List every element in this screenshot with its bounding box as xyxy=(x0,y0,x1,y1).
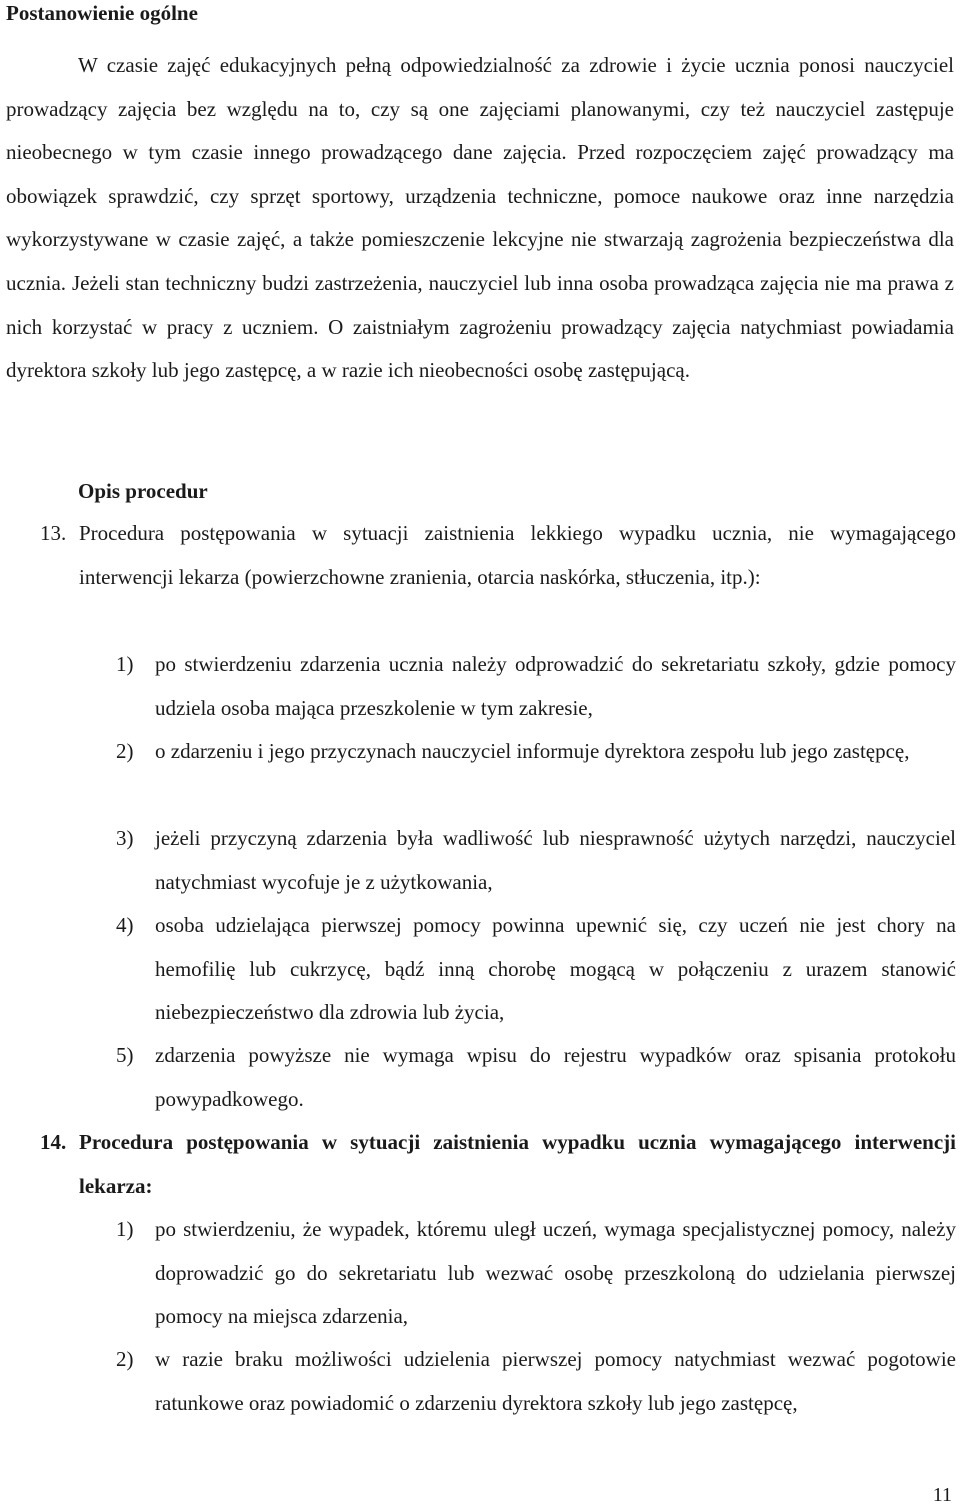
step-text: osoba udzielająca pierwszej pomocy powinna upewnić się, czy uczeń nie jest chory na hemofilię lub cukrzycę, bądź inną chorobę mogącą w połączeniu z urazem stanowić niebezpieczeństwo dla zdrowia lub życia, xyxy=(155,913,956,1025)
step-number: 2) xyxy=(116,739,134,763)
step-number: 2) xyxy=(116,1347,134,1371)
step-text: o zdarzeniu i jego przyczynach nauczyciel informuje dyrektora zespołu lub jego zastępcę, xyxy=(155,739,910,763)
general-provision-paragraph: W czasie zajęć edukacyjnych pełną odpowiedzialność za zdrowie i życie ucznia ponosi nauczyciel prowadzący zajęcia bez względu na to, czy są one zajęciami planowanymi, czy też nauczyciel zastępuje nieobecnego w tym czasie innego prowadzącego dane zajęcia. Przed rozpoczęciem zajęć prowadzący ma obowiązek sprawdzić, czy sprzęt sportowy, urządzenia techniczne, pomoce naukowe oraz inne narzędzia wykorzystywane w czasie zajęć, a także pomieszczenie lekcyjne nie stwarzają zagrożenia bezpieczeństwa dla ucznia. Jeżeli stan techniczny budzi zastrzeżenia, nauczyciel lub inna osoba prowadząca zajęcia nie ma prawa z nich korzystać w pracy z uczniem. O zaistniałym zagrożeniu prowadzący zajęcia natychmiast powiadamia dyrektora szkoły lub jego zastępcę, a w razie ich nieobecności osobę zastępującą. xyxy=(6,53,954,383)
procedure-title: Procedura postępowania w sytuacji zaistnienia lekkiego wypadku ucznia, nie wymagającego interwencji lekarza (powierzchowne zranienia, otarcia naskórka, stłuczenia, itp.): xyxy=(79,521,956,589)
step-number: 1) xyxy=(116,1217,134,1241)
step-text: po stwierdzeniu, że wypadek, któremu uległ uczeń, wymaga specjalistycznej pomocy, należy doprowadzić go do sekretariatu lub wezwać osobę przeszkoloną do udzielania pierwszej pomocy na miejsca zdarzenia, xyxy=(155,1217,956,1329)
step-text: jeżeli przyczyną zdarzenia była wadliwość lub niesprawność użytych narzędzi, nauczyciel natychmiast wycofuje je z użytkowania, xyxy=(155,826,956,894)
procedure-title: Procedura postępowania w sytuacji zaistnienia wypadku ucznia wymagającego interwencji lekarza: xyxy=(79,1130,956,1198)
procedure-number: 13. xyxy=(40,521,67,545)
step-text: po stwierdzeniu zdarzenia ucznia należy odprowadzić do sekretariatu szkoły, gdzie pomocy udziela osoba mająca przeszkolenie w tym zakresie, xyxy=(155,652,956,720)
procedures-subheading: Opis procedur xyxy=(78,479,208,503)
step-number: 1) xyxy=(116,652,134,676)
step-text: zdarzenia powyższe nie wymaga wpisu do rejestru wypadków oraz spisania protokołu powypadkowego. xyxy=(155,1043,956,1111)
step-text: w razie braku możliwości udzielenia pierwszej pomocy natychmiast wezwać pogotowie ratunkowe oraz powiadomić o zdarzeniu dyrektora szkoły lub jego zastępcę, xyxy=(155,1347,956,1415)
step-number: 3) xyxy=(116,826,134,850)
procedure-number: 14. xyxy=(40,1130,67,1154)
step-number: 4) xyxy=(116,913,134,937)
step-number: 5) xyxy=(116,1043,134,1067)
page-number: 11 xyxy=(932,1484,952,1506)
section-heading: Postanowienie ogólne xyxy=(6,1,198,25)
